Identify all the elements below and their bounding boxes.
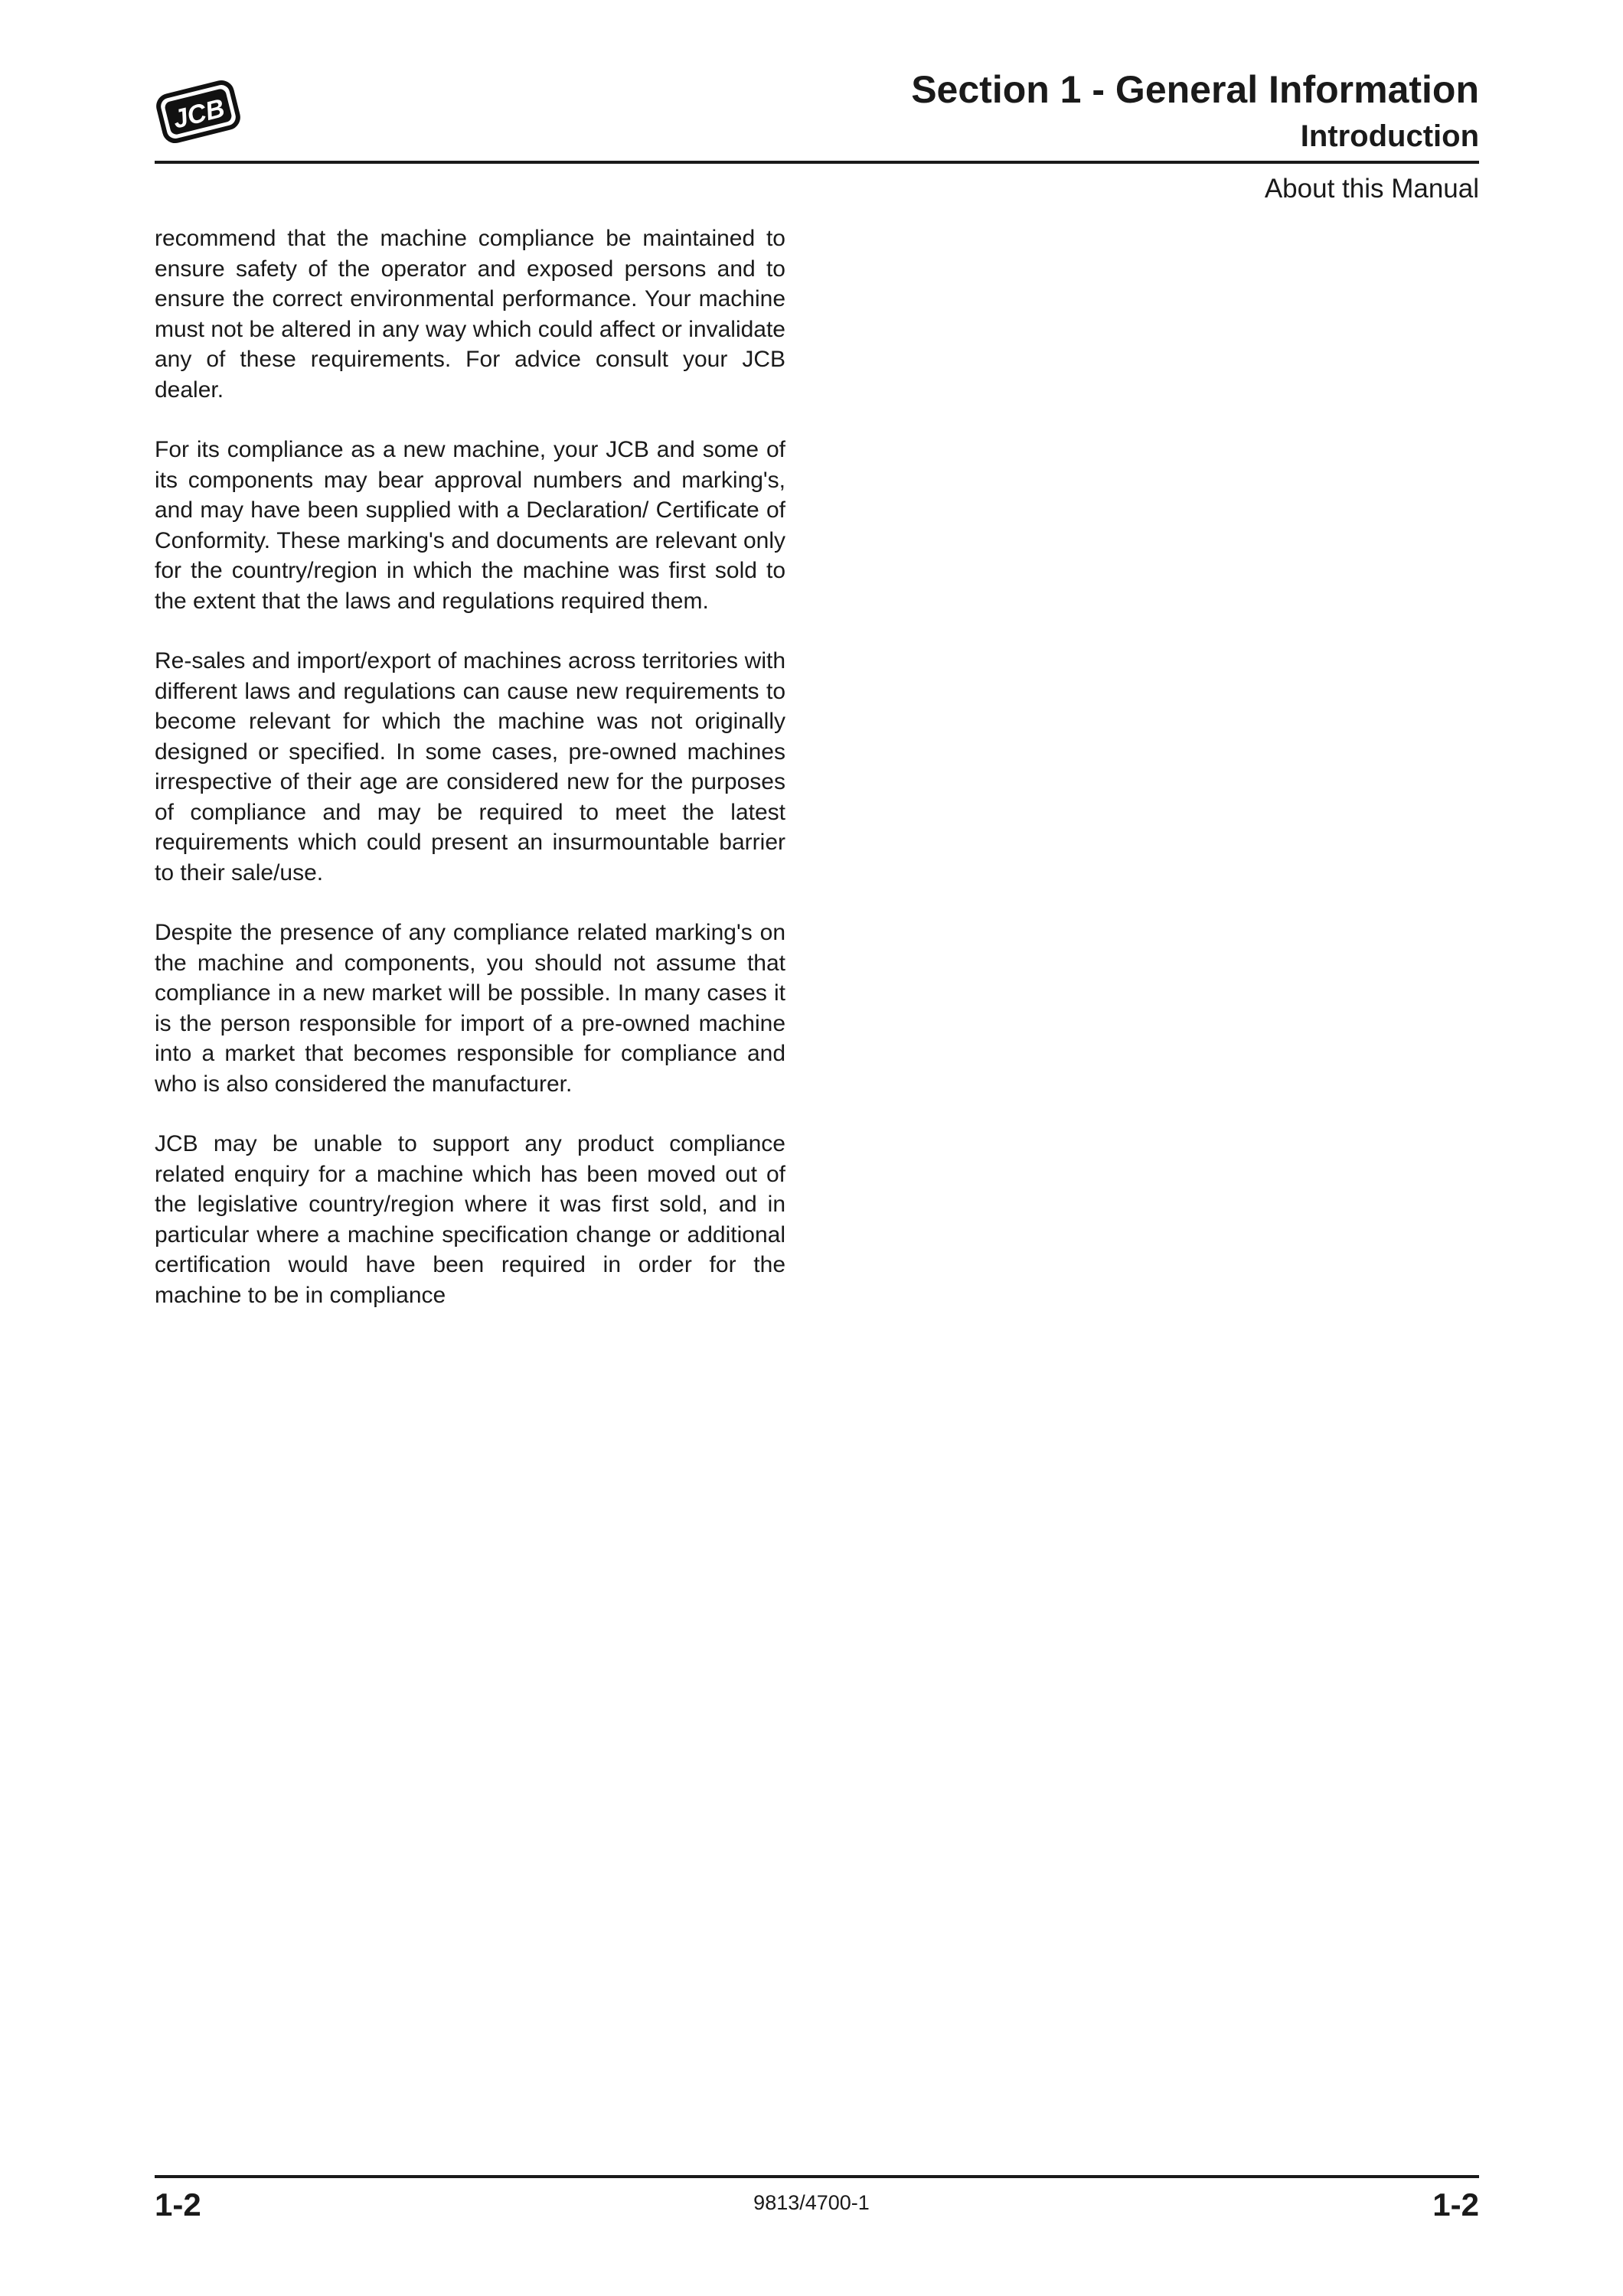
header-divider (155, 161, 1479, 164)
body-paragraph: Despite the presence of any compliance related marking's on the machine and components, you should not assume that compliance in a new market will be possible. In many cases it is the person responsible for import of a pre-owned machine into a market that becomes responsible for compliance and who is also considered the manufacturer. (155, 920, 785, 1097)
jcb-logo-icon (153, 73, 243, 150)
topic-title: About this Manual (1264, 174, 1479, 204)
svg-text:JCB: JCB (170, 93, 228, 135)
body-paragraph: JCB may be unable to support any product compliance related enquiry for a machine which has been moved out of the legislative country/region where it was first sold, and in particular where a machine specification change or additional certification would have been required in order for the machine to be in compliance (155, 1131, 785, 1308)
body-paragraph: For its compliance as a new machine, your JCB and some of its components may bear approval numbers and marking's, and may have been supplied with a Declaration/ Certificate of Conformity. These marking's and documents are relevant only for the country/region in which the machine was first sold to the extent that the laws and regulations required them. (155, 437, 785, 614)
document-code: 9813/4700-1 (753, 2191, 870, 2214)
page-number-left: 1-2 (155, 2187, 201, 2223)
section-title: Section 1 - General Information (911, 68, 1479, 111)
subsection-title: Introduction (1300, 119, 1479, 153)
footer-divider (155, 2175, 1479, 2178)
body-text-column (155, 223, 785, 1340)
body-paragraph: recommend that the machine compliance be maintained to ensure safety of the operator and exposed persons and to ensure the correct environmental performance. Your machine must not be altered in any way which could affect or invalidate any of these requirements. For advice consult your JCB dealer. (155, 226, 785, 403)
page-header (911, 64, 1479, 158)
page-number-right: 1-2 (1432, 2187, 1479, 2223)
body-paragraph: Re-sales and import/export of machines across territories with different laws and regulations can cause new requirements to become relevant for which the machine was not originally designed or specified. In some cases, pre-owned machines irrespective of their age are considered new for the purposes of compliance and may be required to meet the latest requirements which could present an insurmountable barrier to their sale/use. (155, 648, 785, 885)
